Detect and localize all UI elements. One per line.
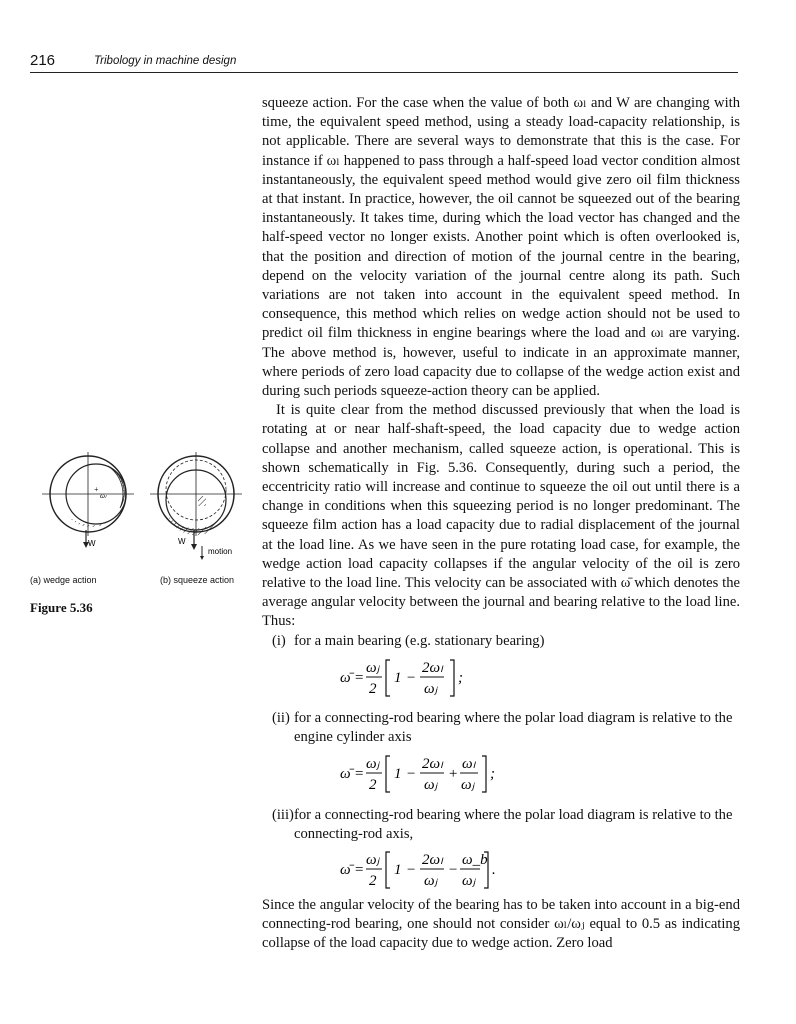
- list-label: (iii): [272, 807, 294, 823]
- formula-term1-num: 2ωₗ: [422, 756, 443, 772]
- load-label-b: W: [178, 537, 186, 546]
- load-label-a: W: [88, 539, 96, 548]
- list-item-i: [264, 632, 740, 651]
- formula-den: 2: [369, 873, 377, 889]
- formula-one: 1: [394, 670, 402, 686]
- formula-term-den: ωⱼ: [424, 681, 438, 697]
- formula-term2-den: ωⱼ: [461, 777, 475, 793]
- formula-end: ;: [458, 670, 463, 686]
- final-paragraph: Since the angular velocity of the bearing has to be taken into account in a big-end connecting-rod bearing, one should not consider ωₗ/ωⱼ equal to 0.5 as indicating collapse of the load capacity due to wedge action. Zero load: [262, 897, 740, 952]
- formula-1: [340, 656, 500, 705]
- motion-label: motion: [208, 547, 233, 556]
- list-label: (ii): [272, 710, 290, 726]
- formula-term1-den: ωⱼ: [424, 873, 438, 889]
- running-title: Tribology in machine design: [94, 55, 237, 67]
- page-header: [30, 52, 738, 74]
- formula-den: 2: [369, 681, 377, 697]
- svg-text:=: =: [354, 862, 365, 878]
- formula-lhs: ω̄: [340, 862, 351, 878]
- formula-end: .: [492, 862, 496, 878]
- body-text: [262, 94, 740, 632]
- figure-label: Figure 5.36: [30, 600, 93, 615]
- figure-b-squeeze: [150, 452, 242, 560]
- formula-lhs: ω̄: [340, 766, 351, 782]
- formula-term2-num: ωₗ: [462, 756, 476, 772]
- header-rule: [30, 72, 738, 73]
- list-text: for a main bearing (e.g. stationary bearing): [294, 633, 545, 649]
- formula-minus: −: [406, 670, 417, 686]
- list-item-ii: [264, 709, 740, 747]
- list-text: for a connecting-rod bearing where the polar load diagram is relative to the engine cylinder axis: [294, 710, 733, 746]
- figure-5-36: [28, 450, 248, 580]
- caption-squeeze-action: (b) squeeze action: [160, 575, 235, 585]
- formula-one: 1: [394, 862, 402, 878]
- formula-minus: −: [406, 766, 417, 782]
- svg-text:=: =: [354, 670, 365, 686]
- svg-text:+: +: [94, 485, 99, 494]
- page-number: 216: [30, 52, 56, 69]
- formula-num: ωⱼ: [366, 660, 380, 676]
- formula-minus-2: −: [448, 862, 459, 878]
- list-text: for a connecting-rod bearing where the polar load diagram is relative to the connecting-rod axis,: [294, 807, 733, 843]
- formula-term2-den: ωⱼ: [462, 873, 476, 889]
- formula-lhs: ω̄: [340, 670, 351, 686]
- omega-label: ωₗ: [100, 492, 107, 500]
- formula-plus: +: [448, 766, 459, 782]
- formula-3: [340, 848, 520, 897]
- svg-text:=: =: [354, 766, 365, 782]
- formula-term2-num: ω_b: [462, 852, 488, 868]
- paragraph-2: It is quite clear from the method discussed previously that when the load is rotating at or near half-shaft-speed, the load capacity due to wedge action collapse and another mechanism, called squeeze action, is operational. This is shown schematically in Fig. 5.36. Consequently, during such a period, the eccentricity ratio will increase and continue to squeeze the oil out until there is a change in conditions when this squeezing period is no longer predominant. The squeeze film action has a load capacity due to radial displacement of the journal at the load line. As we have seen in the pure rotating load case, for example, the wedge action load capacity collapses if the angular velocity of the oil is zero relative to the load line. This velocity can be associated with ω̄ which denotes the average angular velocity between the journal and bearing relative to the load line. Thus:: [262, 402, 740, 630]
- formula-term-num: 2ωₗ: [422, 660, 443, 676]
- formula-end: ;: [490, 766, 495, 782]
- figure-a-wedge: [42, 452, 134, 548]
- list-label: (i): [272, 633, 286, 649]
- formula-num: ωⱼ: [366, 852, 380, 868]
- formula-den: 2: [369, 777, 377, 793]
- formula-2: [340, 752, 520, 801]
- caption-wedge-action: (a) wedge action: [30, 575, 97, 585]
- formula-num: ωⱼ: [366, 756, 380, 772]
- formula-term1-den: ωⱼ: [424, 777, 438, 793]
- formula-one: 1: [394, 766, 402, 782]
- paragraph-1: squeeze action. For the case when the value of both ωₗ and W are changing with time, the equivalent speed method, using a steady load-capacity relationship, is not applicable. There are several ways to demonstrate that this is the case. For instance if ωₗ happened to pass through a half-speed load vector condition almost instantaneously, the equivalent speed method would give zero oil film thickness at that instant. In practice, however, the oil cannot be squeezed out of the bearing instantaneously. It takes time, during which the load vector has changed and the half-speed vector no longer exists. Another point which is often overlooked is, that the position and direction of motion of the journal centre in the bearing, depend on the velocity variation of the journal centre along its path. Such variations are not taken into account in the equivalent speed method. In consequence, this method which relies on wedge action should not be used to predict oil film thickness in engine bearings where the load and ωₗ are varying. The above method is, however, useful to indicate in an approximate manner, where periods of zero load capacity due to collapse of the wedge action exist and during such periods squeeze-action theory can be applied.: [262, 95, 740, 400]
- formula-term1-num: 2ωₗ: [422, 852, 443, 868]
- formula-minus: −: [406, 862, 417, 878]
- list-item-iii: [264, 806, 740, 844]
